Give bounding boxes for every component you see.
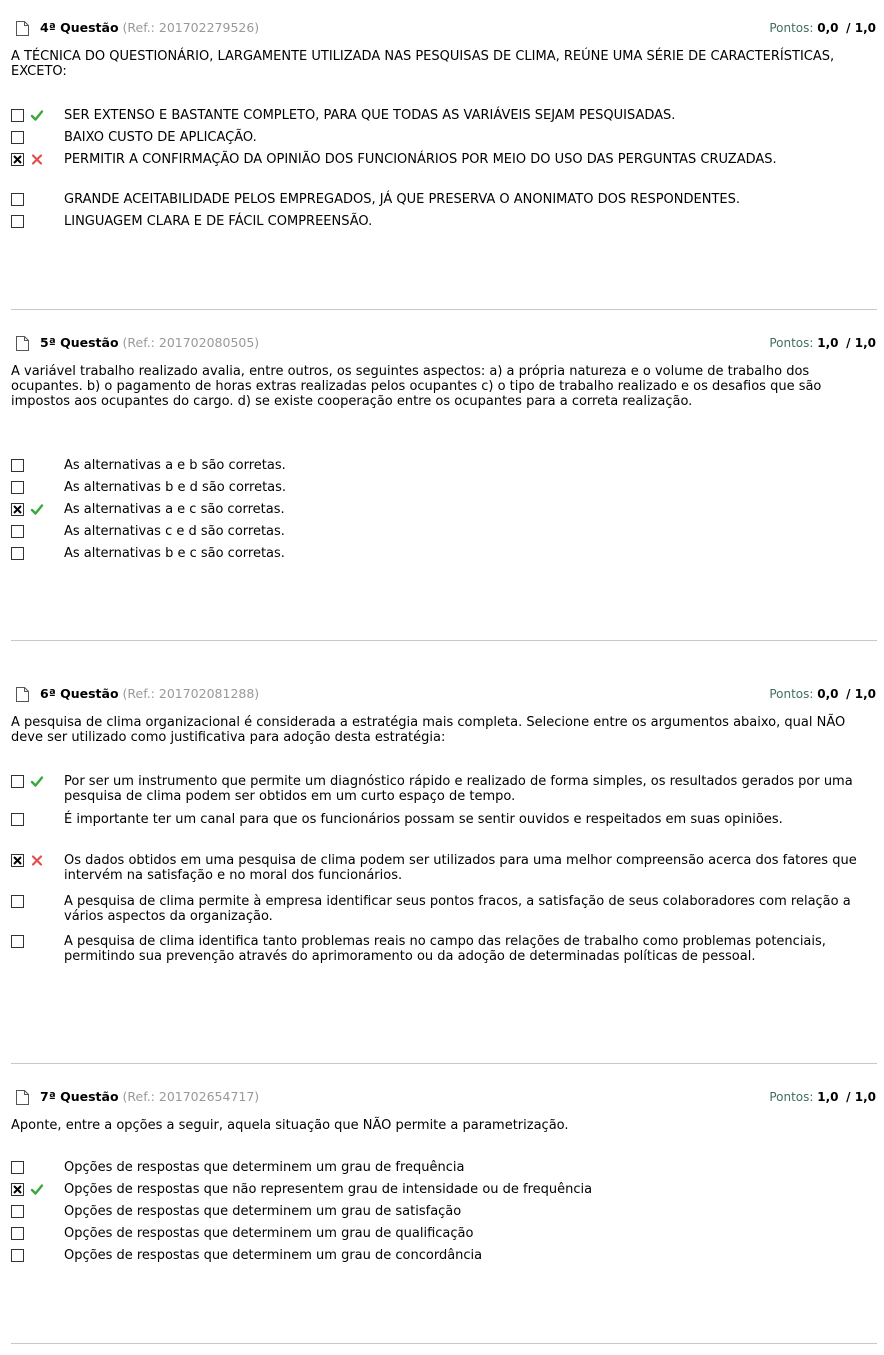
option-text: Por ser um instrumento que permite um diagnóstico rápido e realizado de forma simples, os resultados gerados por uma pesquisa de clima podem ser obtidos em um curto espaço de tempo.	[64, 774, 853, 804]
question-points	[769, 335, 876, 351]
option-checkbox[interactable]	[11, 935, 24, 948]
points-max: / 1,0	[846, 687, 876, 701]
option-text: A pesquisa de clima identifica tanto problemas reais no campo das relações de trabalho como problemas potenciais, permitindo sua prevenção através do aprimoramento ou da adoção de determinadas políticas de pessoal.	[64, 934, 826, 964]
option-checkbox[interactable]	[11, 1161, 24, 1174]
points-score: 0,0	[817, 687, 839, 701]
option-text: PERMITIR A CONFIRMAÇÃO DA OPINIÃO DOS FUNCIONÁRIOS POR MEIO DO USO DAS PERGUNTAS CRUZADAS.	[64, 152, 777, 167]
option-checkbox-checked[interactable]	[11, 153, 24, 166]
option-text: As alternativas b e d são corretas.	[64, 480, 287, 495]
question-title	[40, 335, 259, 351]
option-checkbox[interactable]	[11, 775, 24, 788]
question-points	[769, 1089, 876, 1105]
option-text: Opções de respostas que determinem um grau de frequência	[64, 1160, 465, 1175]
option-checkbox[interactable]	[11, 813, 24, 826]
question-ref: (Ref.: 201702080505)	[122, 335, 260, 350]
cross-icon	[30, 153, 44, 166]
option-checkbox-checked[interactable]	[11, 1183, 24, 1196]
question-separator	[11, 1343, 877, 1344]
option-text: Opções de respostas que determinem um grau de satisfação	[64, 1204, 462, 1219]
option-text: É importante ter um canal para que os funcionários possam se sentir ouvidos e respeitados em suas opiniões.	[64, 812, 783, 827]
document-icon	[16, 21, 29, 36]
question-header	[0, 1089, 884, 1107]
question-title	[40, 686, 259, 702]
question-number: 7ª Questão	[40, 1089, 119, 1104]
question-ref: (Ref.: 201702654717)	[122, 1089, 260, 1104]
document-icon	[16, 687, 29, 702]
option-checkbox[interactable]	[11, 1249, 24, 1262]
option-checkbox[interactable]	[11, 481, 24, 494]
option-checkbox-checked[interactable]	[11, 503, 24, 516]
cross-icon	[30, 854, 44, 867]
option-text: Opções de respostas que não representem grau de intensidade ou de frequência	[64, 1182, 593, 1197]
question-statement: A pesquisa de clima organizacional é considerada a estratégia mais completa. Selecione entre os argumentos abaixo, qual NÃO deve ser utilizado como justificativa para adoção desta estratégia:	[11, 715, 846, 745]
question-number: 4ª Questão	[40, 20, 119, 35]
option-text: GRANDE ACEITABILIDADE PELOS EMPREGADOS, JÁ QUE PRESERVA O ANONIMATO DOS RESPONDENTES.	[64, 192, 740, 207]
question-statement: Aponte, entre a opções a seguir, aquela situação que NÃO permite a parametrização.	[11, 1118, 569, 1133]
question-statement: A TÉCNICA DO QUESTIONÁRIO, LARGAMENTE UTILIZADA NAS PESQUISAS DE CLIMA, REÚNE UMA SÉRIE DE CARACTERÍSTICAS, EXCETO:	[11, 49, 835, 79]
option-text: Opções de respostas que determinem um grau de concordância	[64, 1248, 483, 1263]
option-checkbox-checked[interactable]	[11, 854, 24, 867]
check-icon	[30, 109, 44, 122]
option-text: As alternativas b e c são corretas.	[64, 546, 285, 561]
option-checkbox[interactable]	[11, 215, 24, 228]
option-checkbox[interactable]	[11, 109, 24, 122]
question-number: 5ª Questão	[40, 335, 119, 350]
option-checkbox[interactable]	[11, 193, 24, 206]
points-label: Pontos:	[769, 1090, 814, 1104]
points-score: 1,0	[817, 336, 839, 350]
points-max: / 1,0	[846, 21, 876, 35]
option-checkbox[interactable]	[11, 895, 24, 908]
points-score: 0,0	[817, 21, 839, 35]
document-icon	[16, 336, 29, 351]
option-text: Os dados obtidos em uma pesquisa de clima podem ser utilizados para uma melhor compreensão acerca dos fatores que intervém na satisfação e no moral dos funcionários.	[64, 853, 857, 883]
question-title	[40, 20, 259, 36]
option-text: A pesquisa de clima permite à empresa identificar seus pontos fracos, a satisfação de seus colaboradores com relação a vários aspectos da organização.	[64, 894, 851, 924]
points-score: 1,0	[817, 1090, 839, 1104]
question-statement: A variável trabalho realizado avalia, entre outros, os seguintes aspectos: a) a própria natureza e o volume de trabalho dos ocupantes. b) o pagamento de horas extras realizadas pelos ocupantes c) o tipo de trabalho realizado e os desafios que são impostos aos ocupantes do cargo. d) se existe cooperação entre os ocupantes para a correta realização.	[11, 364, 822, 409]
question-header	[0, 686, 884, 704]
question-title	[40, 1089, 259, 1105]
option-checkbox[interactable]	[11, 459, 24, 472]
check-icon	[30, 503, 44, 516]
question-number: 6ª Questão	[40, 686, 119, 701]
option-text: As alternativas a e b são corretas.	[64, 458, 286, 473]
question-header	[0, 20, 884, 38]
question-points	[769, 686, 876, 702]
option-checkbox[interactable]	[11, 131, 24, 144]
option-text: LINGUAGEM CLARA E DE FÁCIL COMPREENSÃO.	[64, 214, 373, 229]
option-text: Opções de respostas que determinem um grau de qualificação	[64, 1226, 474, 1241]
option-text: As alternativas c e d são corretas.	[64, 524, 285, 539]
option-text: As alternativas a e c são corretas.	[64, 502, 285, 517]
option-text: SER EXTENSO E BASTANTE COMPLETO, PARA QUE TODAS AS VARIÁVEIS SEJAM PESQUISADAS.	[64, 108, 676, 123]
points-label: Pontos:	[769, 687, 814, 701]
option-text: BAIXO CUSTO DE APLICAÇÃO.	[64, 130, 257, 145]
check-icon	[30, 1183, 44, 1196]
x-check-icon	[12, 504, 23, 515]
option-checkbox[interactable]	[11, 547, 24, 560]
option-checkbox[interactable]	[11, 1227, 24, 1240]
option-checkbox[interactable]	[11, 1205, 24, 1218]
question-separator	[11, 640, 877, 641]
x-check-icon	[12, 855, 23, 866]
x-check-icon	[12, 154, 23, 165]
x-check-icon	[12, 1184, 23, 1195]
question-header	[0, 335, 884, 353]
check-icon	[30, 775, 44, 788]
points-label: Pontos:	[769, 336, 814, 350]
question-separator	[11, 309, 877, 310]
points-max: / 1,0	[846, 336, 876, 350]
points-max: / 1,0	[846, 1090, 876, 1104]
question-separator	[11, 1063, 877, 1064]
option-checkbox[interactable]	[11, 525, 24, 538]
document-icon	[16, 1090, 29, 1105]
points-label: Pontos:	[769, 21, 814, 35]
question-ref: (Ref.: 201702081288)	[122, 686, 260, 701]
question-points	[769, 20, 876, 36]
question-ref: (Ref.: 201702279526)	[122, 20, 260, 35]
